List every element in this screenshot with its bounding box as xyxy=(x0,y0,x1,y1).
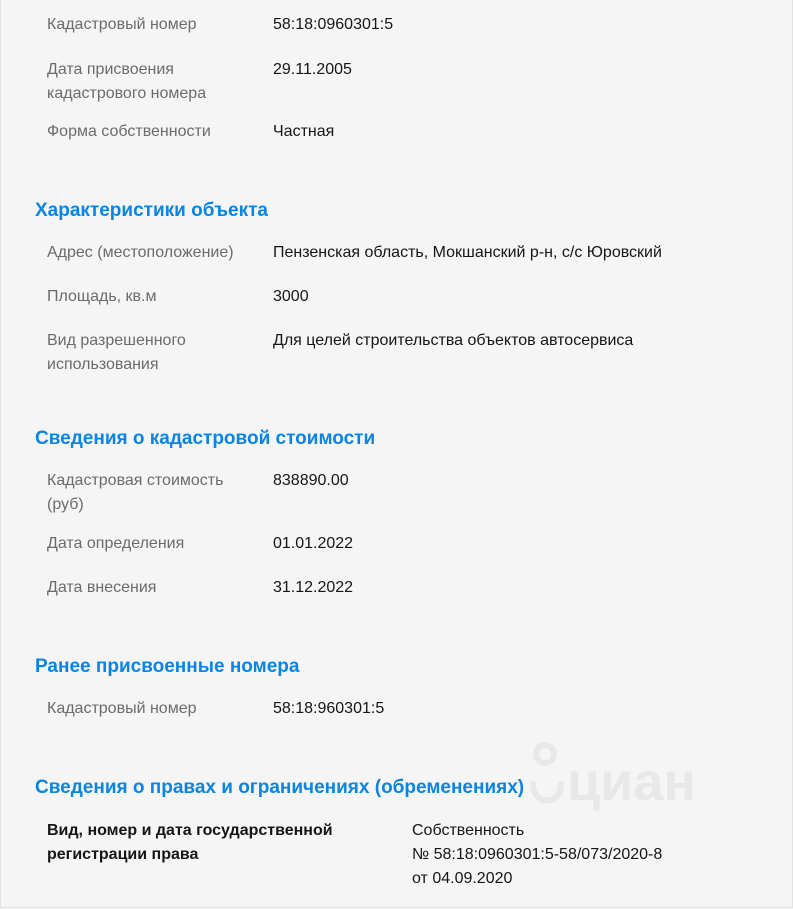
assignment-date-label xyxy=(47,58,206,106)
permitted-use-label-line2: использования xyxy=(47,356,159,373)
rights-value xyxy=(412,819,662,891)
entry-date-label: Дата внесения xyxy=(47,579,157,596)
permitted-use-label-line1: Вид разрешенного xyxy=(47,332,186,349)
rights-heading: Сведения о правах и ограничениях (обременениях) xyxy=(35,777,525,798)
address-value: Пензенская область, Мокшанский р-н, с/с Юровский xyxy=(273,244,662,261)
area-value: 3000 xyxy=(273,288,309,305)
ownership-form-value: Частная xyxy=(273,123,335,140)
permitted-use-value: Для целей строительства объектов автосервиса xyxy=(273,332,634,349)
cadastral-value-amount: 838890.00 xyxy=(273,472,349,489)
previous-cadastral-number-label: Кадастровый номер xyxy=(47,700,197,717)
cian-watermark-text: циан xyxy=(567,752,697,812)
area-label: Площадь, кв.м xyxy=(47,288,157,305)
rights-registration-date: от 04.09.2020 xyxy=(412,870,513,887)
determination-date-value: 01.01.2022 xyxy=(273,535,354,552)
previous-numbers-heading: Ранее присвоенные номера xyxy=(35,656,300,677)
assignment-date-label-line2: кадастрового номера xyxy=(47,85,207,102)
characteristics-heading: Характеристики объекта xyxy=(35,200,268,221)
address-label: Адрес (местоположение) xyxy=(47,244,234,261)
cadastral-value-label xyxy=(47,469,223,517)
rights-registration-number: № 58:18:0960301:5-58/073/2020-8 xyxy=(412,846,663,863)
determination-date-label: Дата определения xyxy=(47,535,185,552)
rights-type: Собственность xyxy=(412,822,525,839)
rights-label-line1: Вид, номер и дата государственной xyxy=(47,822,333,839)
entry-date-value: 31.12.2022 xyxy=(273,579,354,596)
assignment-date-value: 29.11.2005 xyxy=(273,61,352,78)
previous-cadastral-number-value: 58:18:960301:5 xyxy=(273,700,385,717)
rights-label xyxy=(47,819,333,867)
cadastral-value-label-line1: Кадастровая стоимость xyxy=(47,472,224,489)
assignment-date-label-line1: Дата присвоения xyxy=(47,61,174,78)
cadastral-number-label: Кадастровый номер xyxy=(47,16,197,33)
cadastral-number-value: 58:18:0960301:5 xyxy=(273,16,394,33)
cadastral-value-label-line2: (руб) xyxy=(47,496,84,513)
rights-label-line2: регистрации права xyxy=(47,846,199,863)
ownership-form-label: Форма собственности xyxy=(47,123,211,140)
cadastral-value-heading: Сведения о кадастровой стоимости xyxy=(35,428,376,449)
permitted-use-label xyxy=(47,329,186,377)
